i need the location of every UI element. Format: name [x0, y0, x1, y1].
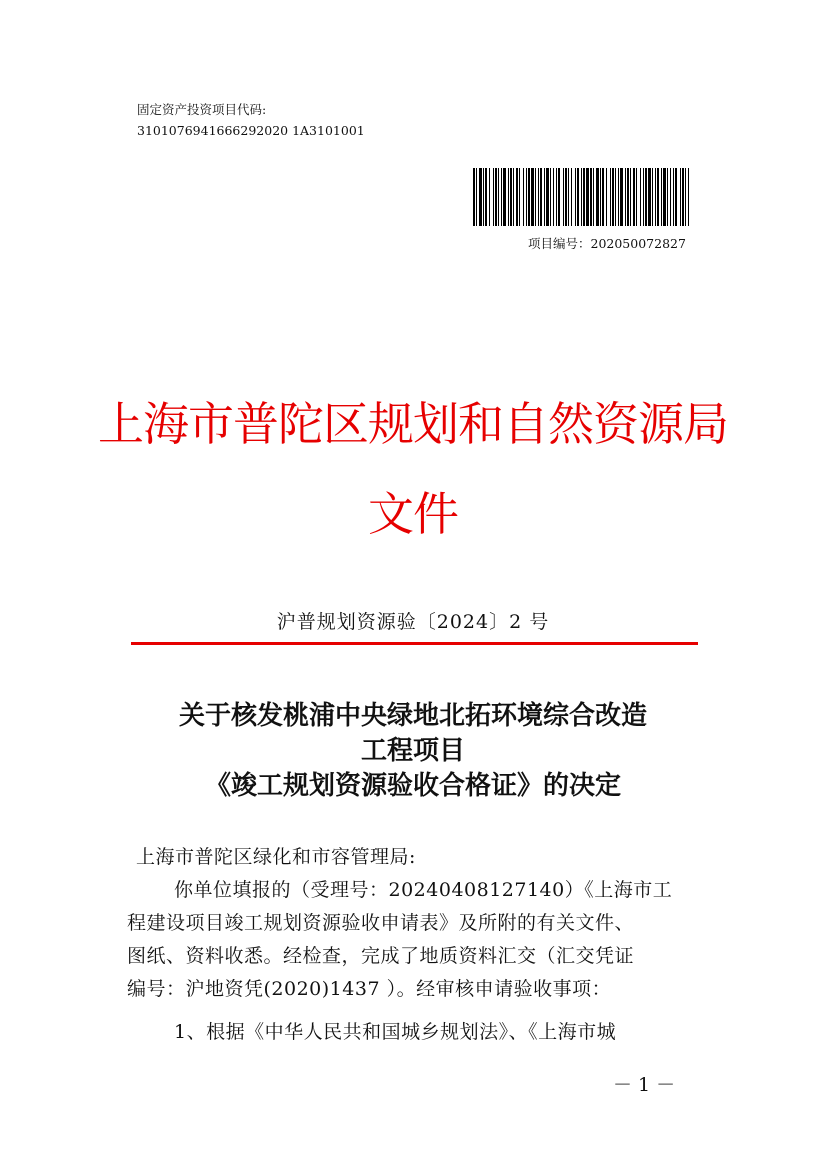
paragraph-line: 你单位填报的（受理号：20240408127140）《上海市工: [174, 879, 673, 901]
fixed-asset-code-label: 固定资产投资项目代码:: [137, 102, 267, 117]
title-line-2: 工程项目: [360, 736, 465, 766]
agency-name: 上海市普陀区规划和自然资源局: [98, 397, 728, 451]
barcode: [473, 168, 689, 226]
paragraph-line: 1、根据《中华人民共和国城乡规划法》、《上海市城: [174, 1021, 617, 1043]
red-divider-line: [131, 642, 698, 645]
document-type: 文件: [368, 487, 458, 541]
page-number: － 1 －: [613, 1074, 676, 1096]
title-line-3: 《竣工规划资源验收合格证》的决定: [204, 771, 621, 801]
project-number: 项目编号：202050072827: [528, 236, 686, 251]
paragraph-line: 图纸、资料收悉。经检查，完成了地质资料汇交（汇交凭证: [127, 945, 635, 967]
paragraph-line: 编号：沪地资凭(2020)1437 ）。经审核申请验收事项：: [127, 978, 612, 1000]
paragraph-line: 程建设项目竣工规划资源验收申请表》及所附的有关文件、: [127, 912, 635, 934]
document-number: 沪普规划资源验〔2024〕2 号: [276, 611, 550, 633]
title-line-1: 关于核发桃浦中央绿地北拓环境综合改造: [178, 701, 647, 731]
fixed-asset-code-value: 3101076941666292020 1A3101001: [137, 123, 365, 138]
addressee: 上海市普陀区绿化和市容管理局:: [136, 846, 416, 868]
